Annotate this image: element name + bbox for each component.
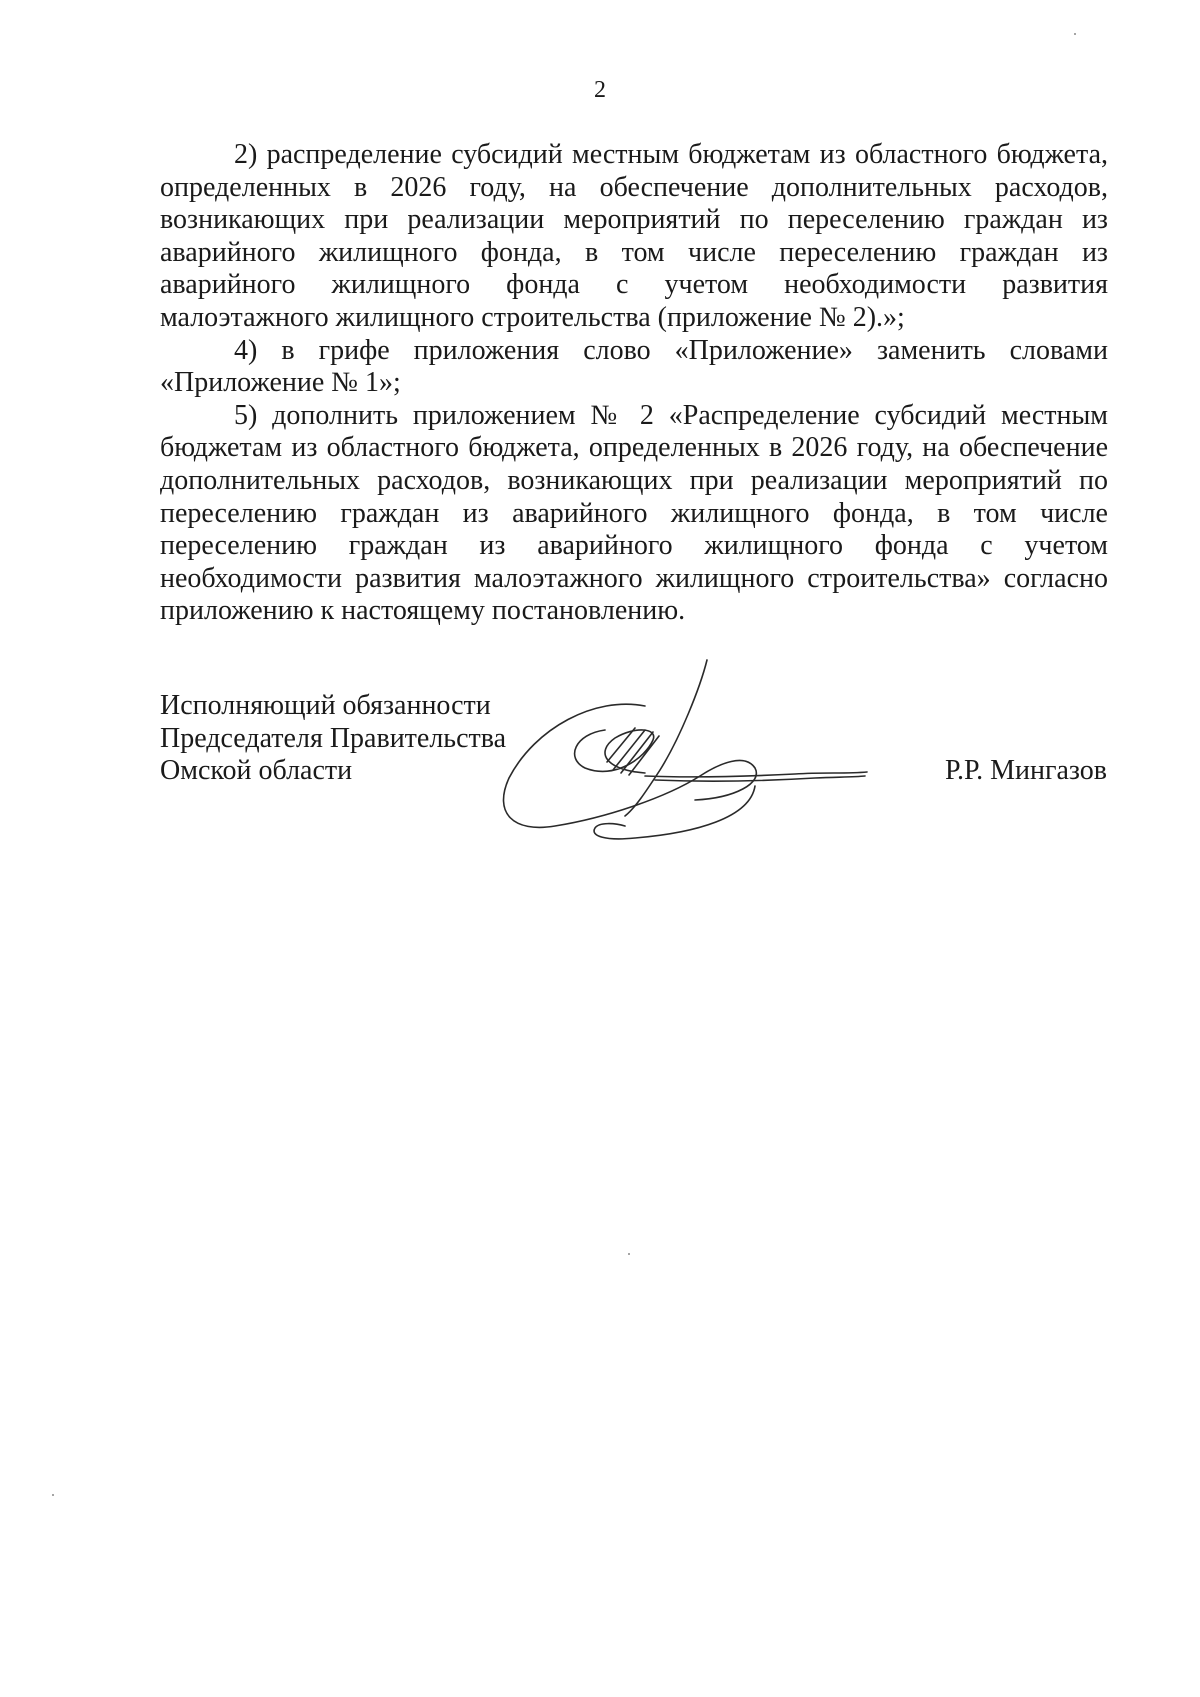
page-number: 2 bbox=[594, 77, 606, 103]
paragraph-item-4: 4) в грифе приложения слово «Приложение» заменить словами «Приложение № 1»; bbox=[160, 334, 1108, 399]
signatory-title-line: Председателя Правительства bbox=[160, 722, 507, 754]
signatory-title-line: Исполняющий обязанности bbox=[160, 690, 491, 721]
document-body bbox=[160, 139, 1108, 628]
paragraph-item-5: 5) дополнить приложением № 2 «Распределение субсидий местным бюджетам из областного бюджета, определенных в 2026 году, на обеспечение дополнительных расходов, возникающих при реализации мероприятий по переселению граждан из аварийного жилищного фонда, в том числе переселению граждан из аварийного жилищного фонда с учетом необходимости развития малоэтажного жилищного строительства» согласно приложению к настоящему постановлению. bbox=[160, 399, 1108, 627]
signatory-title-line: Омской области bbox=[160, 755, 353, 787]
signatory-name: Р.Р. Мингазов bbox=[944, 755, 1107, 786]
scan-speck bbox=[52, 1494, 54, 1496]
handwritten-signature bbox=[495, 658, 895, 858]
signatory-title bbox=[160, 690, 506, 788]
scan-speck bbox=[1074, 33, 1076, 35]
scan-speck bbox=[628, 1253, 630, 1255]
paragraph-item-2: 2) распределение субсидий местным бюджетам из областного бюджета, определенных в 2026 году, на обеспечение дополнительных расходов, возникающих при реализации мероприятий по переселению граждан из аварийного жилищного фонда, в том числе переселению граждан из аварийного жилищного фонда с учетом необходимости развития малоэтажного жилищного строительства (приложение № 2).»; bbox=[160, 139, 1108, 333]
